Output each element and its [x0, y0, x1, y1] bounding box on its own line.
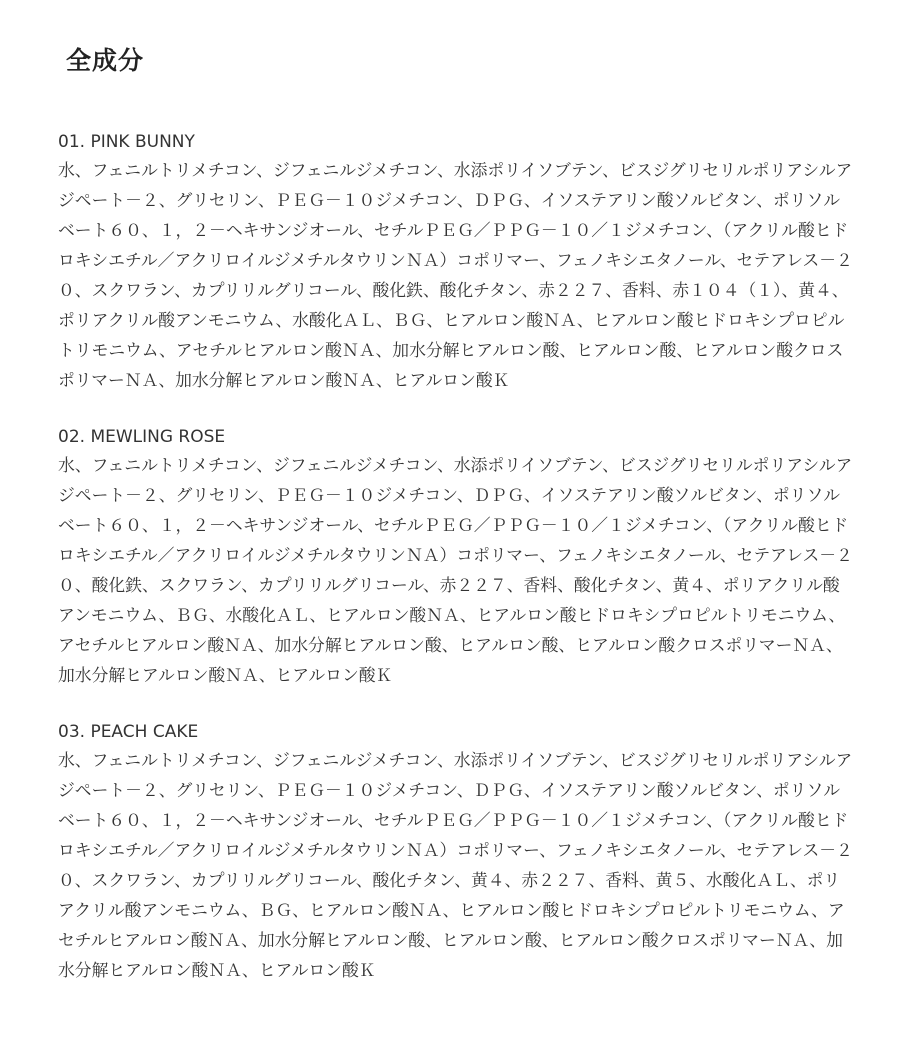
page-title: 全成分 [66, 46, 145, 75]
product-name: 03. PEACH CAKE [58, 722, 199, 742]
product-pink-bunny [58, 130, 854, 395]
product-mewling-rose [58, 425, 854, 690]
ingredient-list: 水、フェニルトリメチコン、ジフェニルジメチコン、水添ポリイソブテン、ビスジグリセリルポリアシルアジペート－２、グリセリン、ＰＥＧ－１０ジメチコン、ＤＰＧ、イソステアリン酸ソルビタン、ポリソルベート６０、１，２－ヘキサンジオール、セチルＰＥＧ／ＰＰＧ－１０／１ジメチコン、（アクリル酸ヒドロキシエチル／アクリロイルジメチルタウリンＮＡ）コポリマー、フェノキシエタノール、セテアレス－２０、スクワラン、カプリリルグリコール、酸化鉄、酸化チタン、赤２２７、香料、赤１０４（１）、黄４、ポリアクリル酸アンモニウム、水酸化ＡＬ、ＢＧ、ヒアルロン酸ＮＡ、ヒアルロン酸ヒドロキシプロピルトリモニウム、アセチルヒアルロン酸ＮＡ、加水分解ヒアルロン酸、ヒアルロン酸、ヒアルロン酸クロスポリマーＮＡ、加水分解ヒアルロン酸ＮＡ、ヒアルロン酸Ｋ [58, 160, 853, 390]
ingredient-list: 水、フェニルトリメチコン、ジフェニルジメチコン、水添ポリイソブテン、ビスジグリセリルポリアシルアジペート－２、グリセリン、ＰＥＧ－１０ジメチコン、ＤＰＧ、イソステアリン酸ソルビタン、ポリソルベート６０、１，２－ヘキサンジオール、セチルＰＥＧ／ＰＰＧ－１０／１ジメチコン、（アクリル酸ヒドロキシエチル／アクリロイルジメチルタウリンＮＡ）コポリマー、フェノキシエタノール、セテアレス－２０、スクワラン、カプリリルグリコール、酸化チタン、黄４、赤２２７、香料、黄５、水酸化ＡＬ、ポリアクリル酸アンモニウム、ＢＧ、ヒアルロン酸ＮＡ、ヒアルロン酸ヒドロキシプロピルトリモニウム、アセチルヒアルロン酸ＮＡ、加水分解ヒアルロン酸、ヒアルロン酸、ヒアルロン酸クロスポリマーＮＡ、加水分解ヒアルロン酸ＮＡ、ヒアルロン酸Ｋ [58, 750, 853, 980]
product-name: 01. PINK BUNNY [58, 132, 195, 152]
product-list [58, 130, 854, 1015]
product-name: 02. MEWLING ROSE [58, 427, 226, 447]
product-peach-cake [58, 720, 854, 985]
ingredient-list: 水、フェニルトリメチコン、ジフェニルジメチコン、水添ポリイソブテン、ビスジグリセリルポリアシルアジペート－２、グリセリン、ＰＥＧ－１０ジメチコン、ＤＰＧ、イソステアリン酸ソルビタン、ポリソルベート６０、１，２－ヘキサンジオール、セチルＰＥＧ／ＰＰＧ－１０／１ジメチコン、（アクリル酸ヒドロキシエチル／アクリロイルジメチルタウリンＮＡ）コポリマー、フェノキシエタノール、セテアレス－２０、酸化鉄、スクワラン、カプリリルグリコール、赤２２７、香料、酸化チタン、黄４、ポリアクリル酸アンモニウム、ＢＧ、水酸化ＡＬ、ヒアルロン酸ＮＡ、ヒアルロン酸ヒドロキシプロピルトリモニウム、アセチルヒアルロン酸ＮＡ、加水分解ヒアルロン酸、ヒアルロン酸、ヒアルロン酸クロスポリマーＮＡ、加水分解ヒアルロン酸ＮＡ、ヒアルロン酸Ｋ [58, 455, 853, 685]
